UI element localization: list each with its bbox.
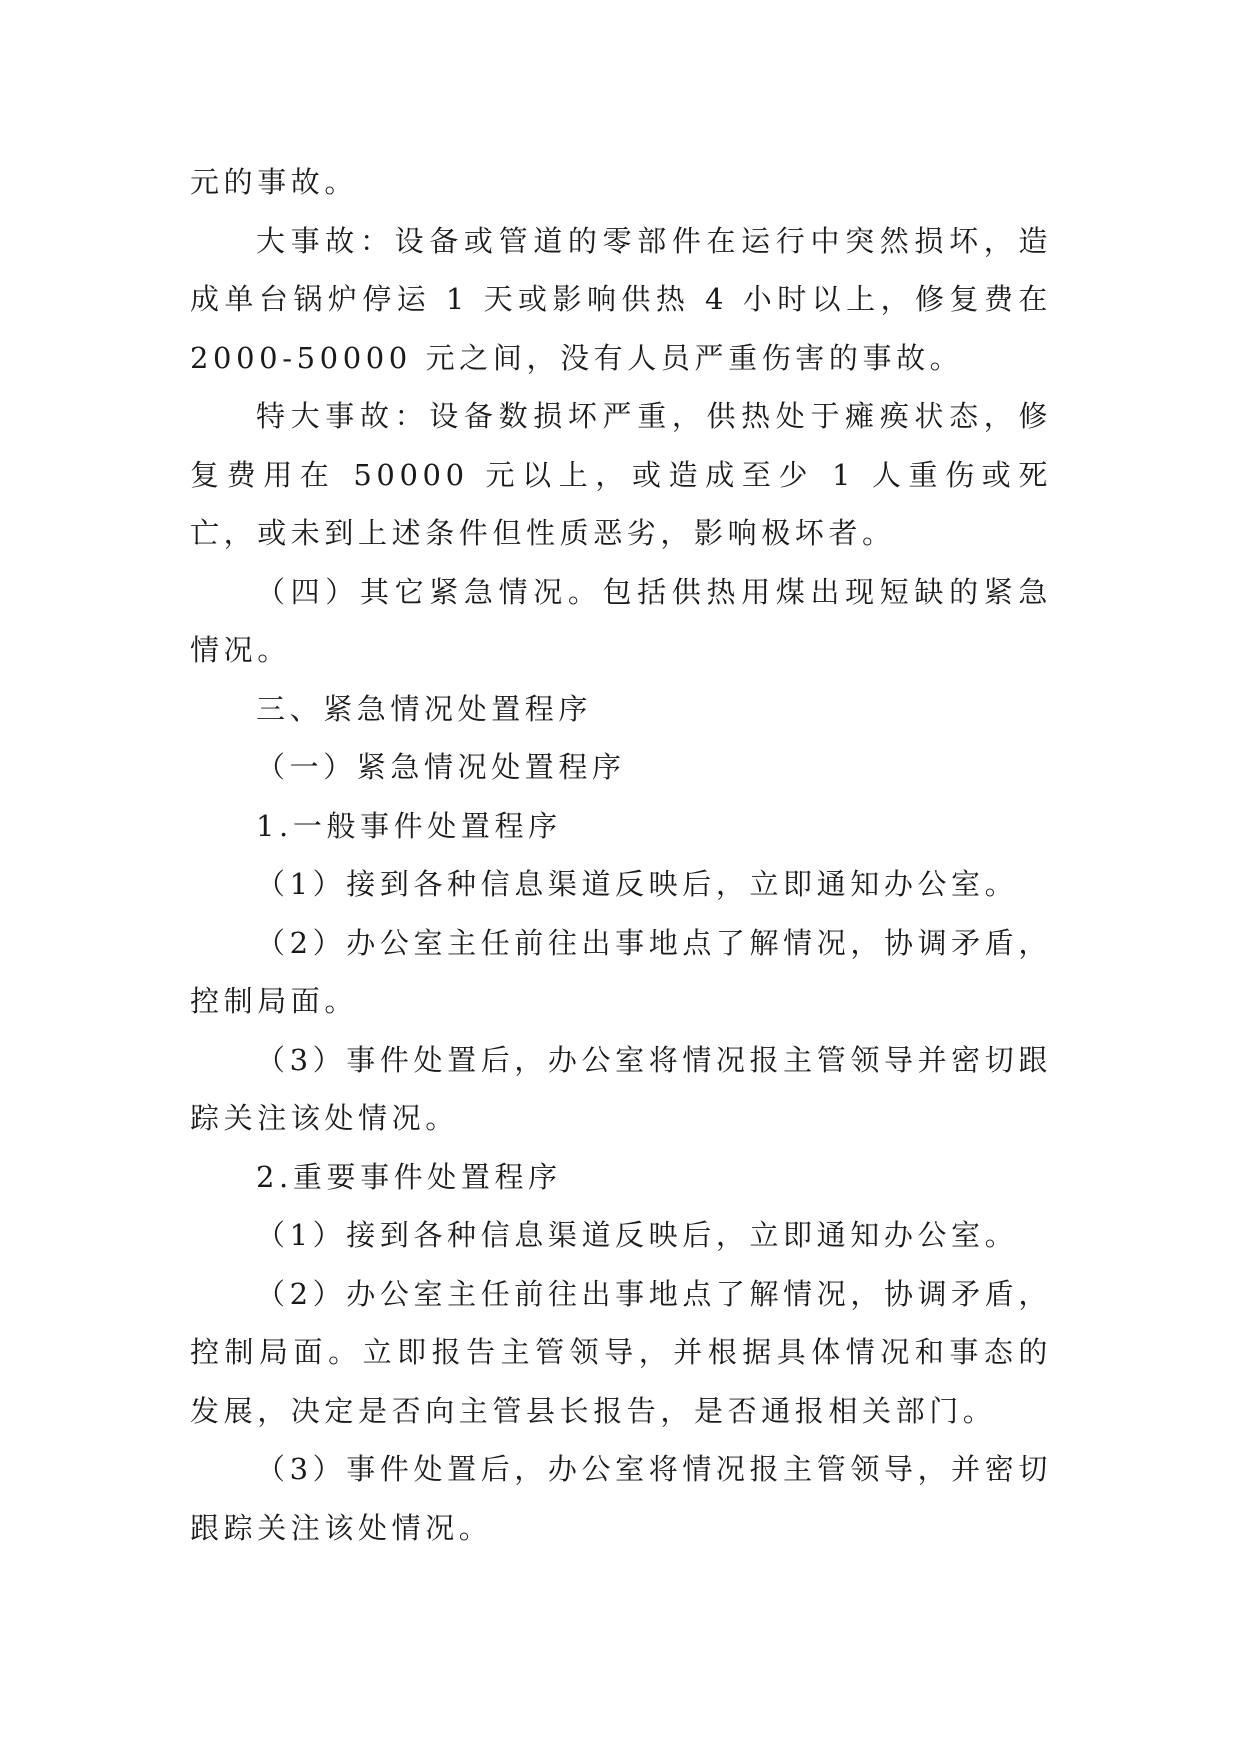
paragraph-other-emergencies: （四）其它紧急情况。包括供热用煤出现短缺的紧急情况。	[190, 574, 1052, 667]
list-item-important-2: （2）办公室主任前往出事地点了解情况，协调矛盾，控制局面。立即报告主管领导，并根据具体情况和事态的发展，决定是否向主管县长报告，是否通报相关部门。	[190, 1276, 1052, 1428]
paragraph-accident-continuation: 元的事故。	[190, 165, 359, 199]
list-item-important-1: （1）接到各种信息渠道反映后，立即通知办公室。	[256, 1218, 1019, 1252]
subsection-heading-procedures: （一）紧急情况处置程序	[256, 750, 626, 784]
list-item-important-3: （3）事件处置后，办公室将情况报主管领导，并密切跟踪关注该处情况。	[190, 1452, 1052, 1545]
list-item-general-3: （3）事件处置后，办公室将情况报主管领导并密切跟踪关注该处情况。	[190, 1042, 1052, 1135]
list-item-general-2: （2）办公室主任前往出事地点了解情况，协调矛盾，控制局面。	[190, 925, 1052, 1018]
item-heading-general-events: 1.一般事件处置程序	[256, 808, 562, 843]
document-body	[190, 153, 1052, 1557]
list-item-general-1: （1）接到各种信息渠道反映后，立即通知办公室。	[256, 867, 1019, 901]
section-heading-procedures: 三、紧急情况处置程序	[256, 691, 593, 726]
paragraph-major-accident: 大事故：设备或管道的零部件在运行中突然损坏，造成单台锅炉停运 1 天或影响供热 4 小时以上，修复费在 2000-50000 元之间，没有人员严重伤害的事故。	[190, 223, 1052, 375]
item-heading-important-events: 2.重要事件处置程序	[256, 1159, 562, 1194]
paragraph-severe-accident: 特大事故：设备数损坏严重，供热处于瘫痪状态，修复费用在 50000 元以上，或造成至少 1 人重伤或死亡，或未到上述条件但性质恶劣，影响极坏者。	[190, 399, 1052, 550]
